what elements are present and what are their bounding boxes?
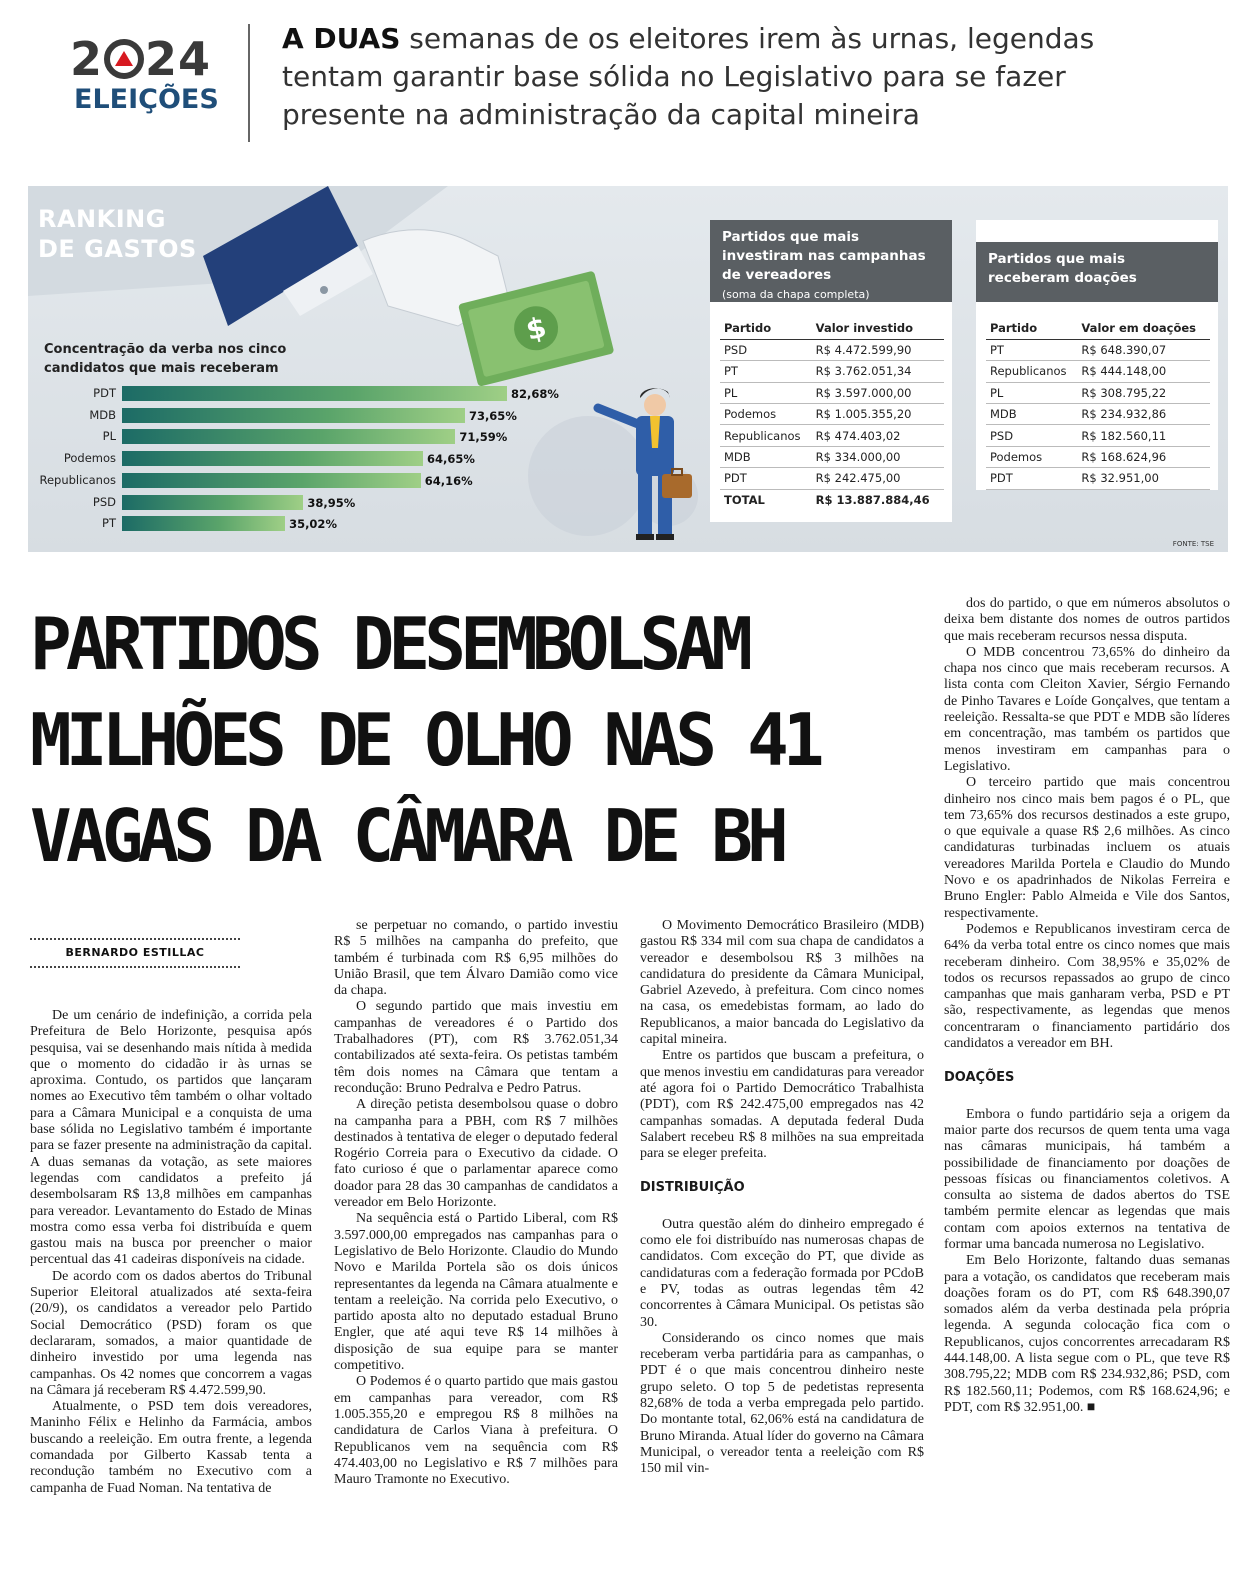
invested-table-title: Partidos que mais investiram nas campanhas de vereadores [722, 229, 926, 283]
bar-value: 82,68% [511, 387, 559, 401]
table-row [986, 404, 1210, 425]
infographic-title [38, 204, 197, 264]
triangle-logo-icon [104, 39, 144, 79]
table-cell-value: R$ 242.475,00 [812, 468, 944, 489]
table-row [986, 425, 1210, 446]
article-deck [282, 20, 1182, 134]
bar [122, 386, 507, 401]
bar-label: PSD [92, 494, 116, 509]
paragraph: Podemos e Republicanos investiram cerca de 64% da verba total entre os cinco nomes que mais receberam dinheiro. Com 38,95% e 35,02% de todos os recursos repassados ao grupo de cinco campanhas que mais ganharam verba, PSD e PT são, respectivamente, as legendas que menos concentraram o financiamento partidário dos candidatos a vereador em BH. [944, 921, 1230, 1052]
paragraph: Na sequência está o Partido Liberal, com R$ 3.597.000,00 empregados nas campanhas para o Legislativo de Belo Horizonte. Claudio do Mundo Novo e Marilda Portela são os dois únicos representantes da legenda na Câmara atualmente e tentam a reeleição. Na corrida pelo Executivo, o partido aposta alto no deputado estadual Bruno Engler, que até aqui teve R$ 14 milhões à disposição de sua equipe para se manter competitivo. [334, 1211, 618, 1374]
elections-2024-logo [70, 32, 230, 122]
byline: BERNARDO ESTILLAC [65, 946, 205, 959]
bar-value: 64,16% [424, 473, 473, 488]
table-cell-party: PSD [986, 425, 1077, 446]
table-row [720, 425, 944, 446]
table-header-value: Valor investido [812, 318, 944, 339]
paragraph: O segundo partido que mais investiu em campanhas de vereadores é o Partido dos Trabalhadores (PT), com R$ 3.762.051,34 contabilizados até sexta-feira. Os petistas também têm dois nomes na Câmara que tentam a recondução: Bruno Pedralva e Pedro Patrus. [334, 999, 618, 1096]
paragraph: Entre os partidos que buscam a prefeitura, o que menos investiu em candidaturas para vereador até agora foi o Partido Democrático Trabalhista (PDT), com R$ 242.475,00 empregados nas 42 campanhas somadas. A deputada federal Duda Salabert recebeu R$ 8 milhões na sua empreitada para se eleger prefeita. [640, 1048, 924, 1162]
table-cell-value: R$ 444.148,00 [1077, 361, 1210, 382]
invested-table [720, 318, 944, 511]
table-row [986, 361, 1210, 382]
table-cell-party: PDT [720, 468, 812, 489]
table-row [720, 468, 944, 489]
table-row [986, 382, 1210, 403]
table-cell-value: R$ 1.005.355,20 [812, 404, 944, 425]
article-column-4 [944, 596, 1230, 1566]
table-cell-party: Republicanos [720, 425, 812, 446]
bar [122, 473, 421, 488]
table-row [986, 446, 1210, 467]
table-cell-party: MDB [720, 446, 812, 467]
paragraph: Embora o fundo partidário seja a origem da maior parte dos recursos de quem tenta uma vaga nas câmaras municipais, há também a possibilidade de financiamento por doações de pessoas físicas ou financiamentos coletivos. A consulta ao sistema de dados abertos do TSE também permite elencar as legendas que mais contam com apoios externos na tentativa de formar uma bancada numerosa no Legislativo. [944, 1106, 1230, 1252]
source-credit: FONTE: TSE [1172, 540, 1214, 548]
table-cell-value: R$ 3.762.051,34 [812, 361, 944, 382]
table-cell-value: R$ 32.951,00 [1077, 468, 1210, 489]
table-cell-party: Republicanos [986, 361, 1077, 382]
table-cell-party: PT [720, 361, 812, 382]
table-cell-party: Podemos [720, 404, 812, 425]
paragraph: A direção petista desembolsou quase o dobro na campanha para a PBH, com R$ 7 milhões destinados à tentativa de eleger o deputado federal Rogério Correia para o Executivo da cidade. O fato curioso é que o parlamentar aparece como doador para 28 das 30 campanhas de candidatos a vereador em Belo Horizonte. [334, 1097, 618, 1211]
bar-label: PL [102, 429, 116, 444]
table-cell-value: R$ 168.624,96 [1077, 446, 1210, 467]
table-total-cell: R$ 13.887.884,46 [815, 493, 930, 508]
table-cell-value: R$ 308.795,22 [1077, 382, 1210, 403]
table-total-row [720, 489, 944, 510]
bar [122, 408, 465, 423]
table-header-value: Valor em doações [1077, 318, 1210, 339]
paragraph: O MDB concentrou 73,65% do dinheiro da chapa nos cinco que mais receberam recursos. A lista conta com Cleiton Xavier, Sérgio Fernando de Pinho Tavares e Loíde Gonçalves, que tentam a reeleição. Ressalta-se que PDT e MDB são líderes em concentração, mas também os partidos que menos investiram em campanhas para o Legislativo. [944, 644, 1230, 774]
table-cell-value: R$ 334.000,00 [812, 446, 944, 467]
donations-table [986, 318, 1210, 490]
logo-label: ELEIÇÕES [74, 84, 219, 115]
article-column-3 [640, 918, 924, 1566]
bar-label: PT [102, 516, 116, 531]
table-row [720, 361, 944, 382]
infographic-title-line2: DE GASTOS [38, 235, 197, 263]
subheading: DOAÇÕES [944, 1070, 1015, 1086]
bar [122, 495, 303, 510]
bar [122, 516, 285, 531]
table-cell-party: PSD [720, 339, 812, 360]
bar-value: 73,65% [468, 408, 517, 423]
bar [122, 429, 455, 444]
deck-lead: A DUAS [282, 22, 401, 55]
table-cell-party: PL [986, 382, 1077, 403]
article-column-2 [334, 918, 618, 1566]
bar-label: PDT [93, 386, 116, 400]
paragraph: Considerando os cinco nomes que mais receberam verba partidária para as campanhas, o PDT é o que mais concentrou dinheiro neste grupo seleto. O top 5 de pedetistas representa 82,68% de toda a verba empregada pelo partido. Do montante total, 62,06% está na candidatura de Bruno Miranda. Atual líder do governo na Câmara Municipal, o vereador tenta a reeleição com R$ 150 mil vin- [640, 1330, 924, 1477]
bar-label: Republicanos [39, 472, 116, 487]
spending-ranking-infographic [28, 186, 1228, 552]
headline: PARTIDOS DESEMBOLSAM MILHÕES DE OLHO NAS 41 VAGAS DA CÂMARA DE BH [30, 602, 819, 878]
table-header-party: Partido [986, 318, 1077, 339]
table-cell-value: R$ 474.403,02 [812, 425, 944, 446]
table-row [720, 404, 944, 425]
table-row [720, 382, 944, 403]
table-row [986, 468, 1210, 489]
article-column-1 [30, 1008, 312, 1566]
subheading: DISTRIBUIÇÃO [640, 1180, 745, 1196]
table-cell-value: R$ 182.560,11 [1077, 425, 1210, 446]
table-cell-party: PDT [986, 468, 1077, 489]
paragraph: O Movimento Democrático Brasileiro (MDB) gastou R$ 334 mil com sua chapa de candidatos a vereador e desembolsou R$ 3 milhões na candidatura do presidente da Câmara Municipal, Gabriel Azevedo, à prefeitura. Com cinco nomes na casa, os emedebistas formam, ao lado do Republicanos, a maior bancada do Legislativo da capital mineira. [640, 918, 924, 1048]
bar [122, 451, 423, 466]
paragraph: Em Belo Horizonte, faltando duas semanas para a votação, os candidatos que receberam mais doações foram os do PT, com R$ 648.390,07 somados além da verba destinada pela própria legenda. A segunda colocação fica com o Republicanos, cujos concorrentes arrecadaram R$ 444.148,00. A lista segue com o PL, que teve R$ 308.795,22; MDB com R$ 234.932,86; PSD, com R$ 182.560,11; Podemos, com R$ 168.624,96; e PDT, com R$ 32.951,00. ■ [944, 1253, 1230, 1415]
table-row [986, 339, 1210, 360]
bar-value: 38,95% [307, 495, 356, 510]
table-cell-party: MDB [986, 404, 1077, 425]
table-cell-value: R$ 234.932,86 [1077, 404, 1210, 425]
infographic-title-line1: RANKING [38, 205, 166, 233]
paragraph: O Podemos é o quarto partido que mais gastou em campanhas para vereador, com R$ 1.005.355,20 e empregou R$ 8 milhões na candidatura de Carlos Viana à prefeitura. O Republicanos vem na sequência com R$ 474.403,00 no Legislativo e R$ 7 milhões para Mauro Tramonte no Executivo. [334, 1374, 618, 1488]
table-cell-party: PT [986, 339, 1077, 360]
bar-label: Podemos [63, 451, 116, 466]
bar-value: 71,59% [459, 430, 508, 445]
paragraph: se perpetuar no comando, o partido investiu R$ 5 milhões na campanha do prefeito, que também é turbinada com R$ 6,95 milhões do União Brasil, que tem Álvaro Damião como vice da chapa. [334, 918, 618, 999]
table-header-party: Partido [720, 318, 812, 339]
header-divider [248, 24, 250, 142]
byline-rule-top [30, 938, 240, 940]
logo-year-digits: 24 [145, 32, 212, 86]
donations-table-header [976, 242, 1218, 302]
bars-title: Concentração da verba nos cinco candidatos que mais receberam [44, 342, 287, 376]
paragraph: O terceiro partido que mais concentrou dinheiro nos cinco mais bem pagos é o PL, que tem 73,65% dos recursos destinados a este grupo, o que equivale a quase R$ 2,6 milhões. As cinco candidaturas turbinadas incluem os atuais vereadores Marilda Portela e Claudio do Mundo Novo e os apadrinhados de Nikolas Ferreira e Bruno Engler: Pablo Almeida e Vile dos Santos, respectivamente. [944, 775, 1230, 921]
deck-text: semanas de os eleitores irem às urnas, legendas tentam garantir base sólida no Legislativo para se fazer presente na administração da capital mineira [282, 22, 1095, 131]
donations-table-title: Partidos que mais receberam doações [988, 251, 1137, 286]
table-cell-party: PL [720, 382, 812, 403]
invested-table-header [710, 220, 952, 302]
table-cell-value: R$ 3.597.000,00 [812, 382, 944, 403]
paragraph: dos do partido, o que em números absolutos o deixa bem distante dos nomes de outros partidos que mais receberam recursos nessa disputa. [944, 596, 1230, 644]
paragraph: Atualmente, o PSD tem dois vereadores, Maninho Félix e Helinho da Farmácia, ambos buscando a reeleição. Em outra frente, a legenda comandada por Gilberto Kassab tenta a recondução também no Executivo com a campanha de Fuad Noman. Na tentativa de [30, 1399, 312, 1496]
bar-label: MDB [89, 407, 116, 422]
paragraph: Outra questão além do dinheiro empregado é como ele foi distribuído nas numerosas chapas de candidatos. Com exceção do PT, que divide as candidaturas com a federação formada por PCdoB e PV, todas as outras legendas têm 42 concorrentes à Câmara Municipal. Os petistas são 30. [640, 1216, 924, 1330]
logo-year [70, 32, 211, 86]
table-row [720, 446, 944, 467]
table-total-cell: TOTAL [724, 493, 765, 508]
paragraph: De um cenário de indefinição, a corrida pela Prefeitura de Belo Horizonte, pesquisa após pesquisa, vai se desenhando mais nítida à medida que o momento do cidadão ir às urnas se aproxima. Contudo, os partidos que lançaram nomes ao Executivo têm também o olhar voltado para a Câmara Municipal e a conquista de uma base sólida no Legislativo também é importante para se fazer presente na administração da capital. A duas semanas da votação, as sete maiores legendas com candidatos a prefeito já desembolsaram R$ 13,8 milhões em campanhas para vereador. Levantamento do Estado de Minas mostra como essa verba foi distribuída e quem gastou mais na busca por preencher o maior percentual das 41 cadeiras disponíveis na cidade. [30, 1008, 312, 1268]
byline-rule-bottom [30, 966, 240, 968]
bar-value: 64,65% [427, 452, 475, 467]
svg-text:$: $ [522, 310, 550, 348]
logo-year-digit: 2 [70, 32, 104, 86]
paragraph: De acordo com os dados abertos do Tribunal Superior Eleitoral atualizados até sexta-feira (20/9), os candidatos a vereador pelo Partido Social Democrático (PSD) foram os que declararam, somados, a maior quantidade de dinheiro investido por uma legenda nas campanhas. Os 42 nomes que concorrem a vagas na Câmara já receberam R$ 4.472.599,90. [30, 1268, 312, 1398]
table-cell-party: Podemos [986, 446, 1077, 467]
table-cell-value: R$ 648.390,07 [1077, 339, 1210, 360]
table-cell-value: R$ 4.472.599,90 [812, 339, 944, 360]
bar-value: 35,02% [289, 517, 337, 532]
invested-table-subtitle: (soma da chapa completa) [722, 288, 870, 301]
table-row [720, 339, 944, 360]
